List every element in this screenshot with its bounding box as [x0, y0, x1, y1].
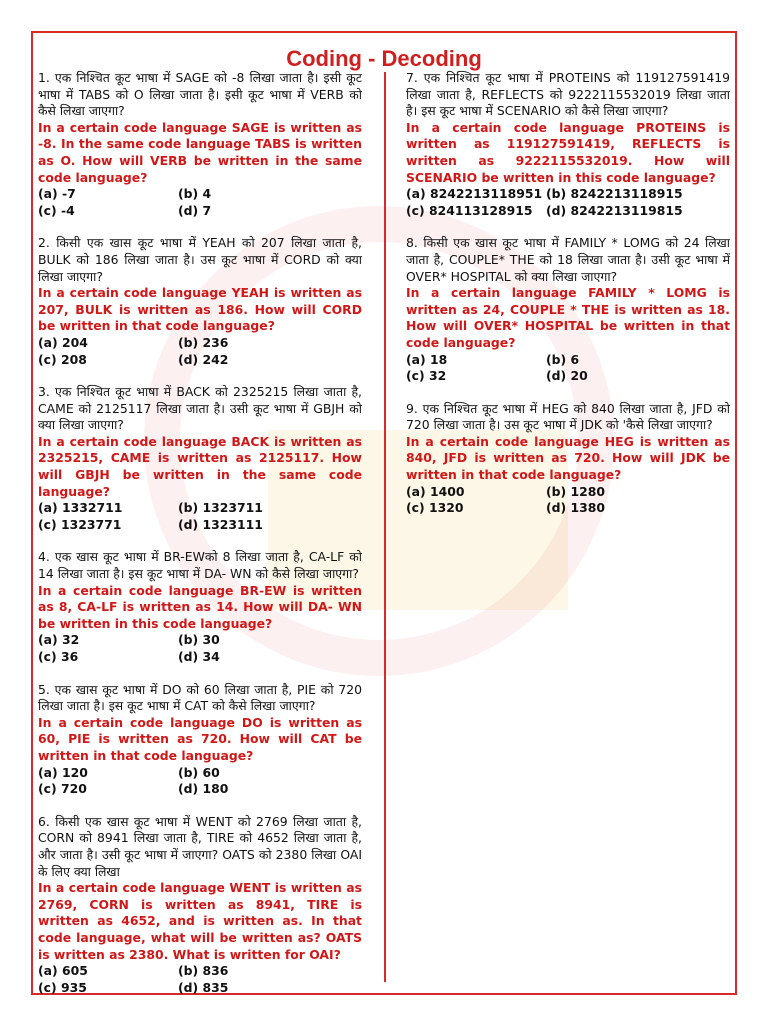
option-a: (a) 8242213118951	[406, 186, 543, 202]
option-c: (c) 32	[406, 368, 447, 384]
option-c: (c) -4	[38, 202, 75, 218]
question-english: In a certain code language BACK is written as 2325215, CAME is written as 2125117. How will GBJH be written in the same code language?	[38, 433, 362, 499]
options	[38, 765, 362, 798]
question-english: In a certain code language DO is written as 60, PIE is written as 720. How will CAT be written in that code language?	[38, 714, 362, 763]
options	[406, 352, 730, 385]
question-hindi: 8. किसी एक खास कूट भाषा में FAMILY * LOMG को 24 लिखा जाता है, COUPLE* THE को 18 लिखा जाता है। उसी कूट भाषा में OVER* HOSPITAL को क्या लिखा जाएगा?	[406, 235, 730, 284]
option-b: (b) 8242213118915	[546, 186, 683, 202]
option-d: (d) 180	[178, 781, 229, 797]
option-d: (d) 242	[178, 351, 229, 367]
option-a: (a) 204	[38, 334, 88, 350]
options	[38, 963, 362, 996]
question-hindi: 4. एक खास कूट भाषा में BR-EWको 8 लिखा जाता है, CA-LF को 14 लिखा जाता है। इस कूट भाषा में DA- WN को कैसे लिखा जाएगा?	[38, 549, 362, 582]
option-c: (c) 935	[38, 979, 87, 995]
options	[406, 186, 730, 219]
option-d: (d) 8242213119815	[546, 202, 683, 218]
option-b: (b) 236	[178, 334, 229, 350]
question-hindi: 3. एक निश्चित कूट भाषा में BACK को 2325215 लिखा जाता है, CAME को 2125117 लिखा जाता है। उसी कूट भाषा में GBJH को क्या लिखा जाएगा?	[38, 384, 362, 433]
options	[406, 484, 730, 517]
option-b: (b) 4	[178, 186, 212, 202]
question-hindi: 6. किसी एक खास कूट भाषा में WENT को 2769 लिखा जाता है, CORN को 8941 लिखा जाता है, TIRE को 4652 लिखा जाता है, और जाता है। उसी कूट भाषा में जाएगा? OATS को 2380 लिखा OAI के लिए क्या लिखा	[38, 813, 362, 879]
option-b: (b) 1323711	[178, 500, 263, 516]
question-english: In a certain code language HEG is written as 840, JFD is written as 720. How will JDK be written in that code language?	[406, 433, 730, 483]
option-a: (a) 120	[38, 764, 88, 780]
option-c: (c) 208	[38, 351, 87, 367]
option-b: (b) 60	[178, 764, 220, 780]
page-title: Coding - Decoding	[286, 46, 482, 71]
option-a: (a) -7	[38, 186, 76, 202]
option-d: (d) 34	[178, 649, 220, 664]
question-hindi: 1. एक निश्चित कूट भाषा में SAGE को -8 लिखा जाता है। इसी कूट भाषा में TABS को O लिखा जाता है। इसी कूट भाषा में VERB को कैसे लिखा जाएगा?	[38, 70, 362, 119]
option-a: (a) 1400	[406, 483, 465, 499]
question-english: In a certain code language BR-EW is written as 8, CA-LF is written as 14. How will DA- WN be written in this code language?	[38, 582, 362, 631]
option-b: (b) 836	[178, 963, 229, 979]
options	[38, 632, 362, 665]
option-b: (b) 1280	[546, 483, 605, 499]
question-2	[38, 235, 362, 368]
option-d: (d) 7	[178, 202, 212, 218]
question-english: In a certain code language WENT is written as 2769, CORN is written as 8941, TIRE is written as 4652, and is written as. In that code language, what will be written as? OATS is written as 2380. What is written for OAI?	[38, 880, 362, 962]
option-d: (d) 835	[178, 979, 229, 995]
question-hindi: 2. किसी एक खास कूट भाषा में YEAH को 207 लिखा जाता है, BULK को 186 लिखा जाता है। उस कूट भाषा में CORD को क्या लिखा जाएगा?	[38, 235, 362, 284]
options	[38, 186, 362, 219]
option-d: (d) 1323111	[178, 516, 263, 532]
option-d: (d) 20	[546, 368, 588, 384]
question-7	[406, 70, 730, 219]
option-a: (a) 18	[406, 351, 448, 367]
question-4	[38, 549, 362, 665]
question-hindi: 9. एक निश्चित कूट भाषा में HEG को 840 लिखा जाता है, JFD को 720 लिखा जाता है। उस कूट भाषा में JDK को 'कैसे लिखा जाएगा?	[406, 400, 730, 433]
option-a: (a) 32	[38, 632, 80, 648]
question-english: In a certain language FAMILY * LOMG is written as 24, COUPLE * THE is written as 18. How will OVER* HOSPITAL be written in that code language?	[406, 285, 730, 350]
question-6	[38, 814, 362, 997]
option-c: (c) 36	[38, 649, 79, 664]
question-english: In a certain code language PROTEINS is written as 119127591419, REFLECTS is written as 9222115532019. How will SCENARIO be written in this code language?	[406, 119, 730, 185]
question-1	[38, 70, 362, 219]
question-5	[38, 682, 362, 798]
option-b: (b) 30	[178, 632, 220, 648]
column-divider	[384, 72, 386, 982]
options	[38, 500, 362, 533]
option-b: (b) 6	[546, 351, 580, 367]
option-c: (c) 824113128915	[406, 202, 533, 218]
option-d: (d) 1380	[546, 500, 605, 516]
option-c: (c) 720	[38, 781, 87, 797]
options	[38, 335, 362, 368]
right-column	[406, 70, 730, 533]
question-3	[38, 384, 362, 533]
option-a: (a) 605	[38, 963, 88, 979]
question-8	[406, 235, 730, 384]
question-9	[406, 401, 730, 517]
option-c: (c) 1320	[406, 500, 464, 516]
question-hindi: 7. एक निश्चित कूट भाषा में PROTEINS को 119127591419 लिखा जाता है, REFLECTS को 9222115532019 लिखा जाता है। इस कूट भाषा में SCENARIO को कैसे लिखा जाएगा?	[406, 70, 730, 119]
left-column	[38, 70, 362, 1012]
question-english: In a certain code language SAGE is written as -8. In the same code language TABS is written as O. How will VERB be written in the same code language?	[38, 119, 362, 185]
option-c: (c) 1323771	[38, 516, 122, 532]
question-english: In a certain code language YEAH is written as 207, BULK is written as 186. How will CORD be written in that code language?	[38, 285, 362, 334]
option-a: (a) 1332711	[38, 500, 123, 516]
question-hindi: 5. एक खास कूट भाषा में DO को 60 लिखा जाता है, PIE को 720 लिखा जाता है। इस कूट भाषा में CAT को कैसे लिखा जाएगा?	[38, 681, 362, 714]
